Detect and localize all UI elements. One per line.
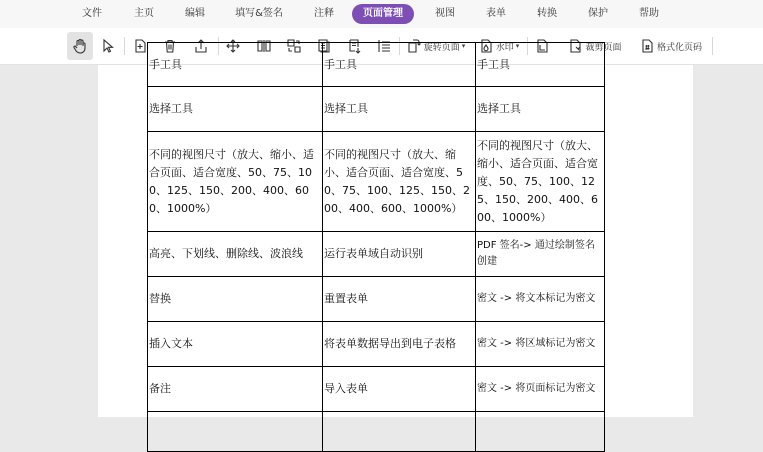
document-viewport[interactable] [0,57,763,417]
table-cell: PDF 签名-> 通过绘制签名创建 [476,232,605,277]
table-cell: 密文 -> 将区域标记为密文 [476,322,605,367]
table-cell: 手工具 [323,43,476,87]
table-cell: 密文 -> 将页面标记为密文 [476,367,605,412]
table-row [148,43,605,87]
menu-edit[interactable]: 编辑 [185,8,205,19]
feature-table [147,42,605,452]
menu-help[interactable]: 帮助 [639,8,659,19]
table-cell [148,412,323,452]
hand-icon [72,38,88,54]
menu-fill-sign[interactable]: 填写&签名 [235,8,283,19]
table-cell: 将表单数据导出到电子表格 [323,322,476,367]
menu-page-manage[interactable]: 页面管理 [352,4,414,24]
table-cell: 高亮、下划线、删除线、波浪线 [148,232,323,277]
table-cell: 密文 -> 将文本标记为密文 [476,277,605,322]
menu-bar [0,0,763,28]
format-page-number-label: 格式化页码 [656,42,702,53]
format-page-number-button[interactable] [634,32,708,60]
toolbar-separator [712,37,713,55]
arrow-select-icon [101,38,115,54]
table-cell: 选择工具 [476,87,605,132]
table-cell: 插入文本 [148,322,323,367]
chevron-down-icon: ▾ [461,42,466,50]
table-cell: 手工具 [148,43,323,87]
menu-protect[interactable]: 保护 [588,8,608,19]
crop-page-label: 裁剪页面 [585,42,622,53]
table-cell: 不同的视图尺寸（放大、缩小、适合页面、适合宽度、50、75、100、125、150、200、400、600、1000%） [148,132,323,232]
table-cell: 导入表单 [323,367,476,412]
menu-file[interactable]: 文件 [82,8,102,19]
document-page [98,57,693,417]
table-row [148,367,605,412]
hand-tool-button[interactable] [67,32,93,60]
table-cell: 运行表单域自动识别 [323,232,476,277]
select-tool-button[interactable] [96,32,120,60]
table-cell: 选择工具 [148,87,323,132]
table-cell [476,412,605,452]
table-cell: 不同的视图尺寸（放大、缩小、适合页面、适合宽度、50、75、100、125、150、200、400、600、1000%） [476,132,605,232]
format-page-number-icon [640,38,654,54]
table-cell: 选择工具 [323,87,476,132]
watermark-label: 水印 [495,42,514,53]
table-cell: 不同的视图尺寸（放大、缩小、适合页面、适合宽度、50、75、100、125、150、200、400、600、1000%） [323,132,476,232]
table-row [148,412,605,452]
table-cell: 替换 [148,277,323,322]
menu-convert[interactable]: 转换 [537,8,557,19]
table-cell [323,412,476,452]
menu-comment[interactable]: 注释 [314,8,334,19]
table-cell: 手工具 [476,43,605,87]
table-row [148,322,605,367]
menu-form[interactable]: 表单 [486,8,506,19]
toolbar-separator [124,37,125,55]
table-row [148,132,605,232]
menu-home[interactable]: 主页 [134,8,154,19]
chevron-down-icon: ▾ [515,42,520,50]
rotate-page-label: 旋转页面 [423,42,460,53]
insert-page-icon [133,38,147,54]
table-cell: 备注 [148,367,323,412]
table-row [148,232,605,277]
table-row [148,277,605,322]
table-cell: 重置表单 [323,277,476,322]
menu-view[interactable]: 视图 [435,8,455,19]
table-row [148,87,605,132]
